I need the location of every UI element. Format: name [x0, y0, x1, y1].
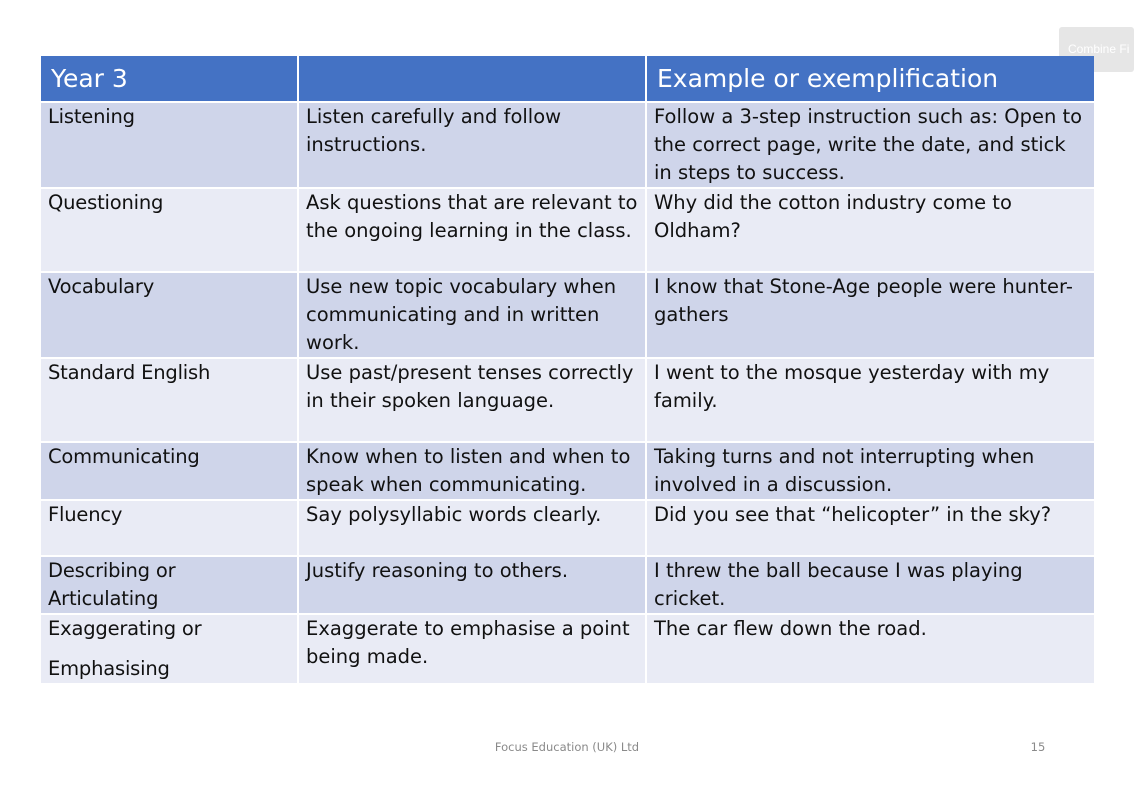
- table-header-row: [41, 56, 1094, 101]
- footer-company: Focus Education (UK) Ltd: [494, 740, 640, 754]
- table-row: [41, 557, 1094, 613]
- skill-cell: Know when to listen and when to speak when communicating.: [299, 443, 645, 499]
- table-row: [41, 189, 1094, 271]
- table-row: [41, 615, 1094, 683]
- skill-cell: Listen carefully and follow instructions.: [299, 103, 645, 187]
- header-example: Example or exemplification: [647, 56, 1094, 101]
- table-row: [41, 501, 1094, 555]
- example-cell: I went to the mosque yesterday with my family.: [647, 359, 1094, 441]
- page-number: 15: [1030, 740, 1046, 754]
- skill-cell: Use new topic vocabulary when communicating and in written work.: [299, 273, 645, 357]
- aspect-cell: [41, 615, 297, 683]
- example-cell: I threw the ball because I was playing cricket.: [647, 557, 1094, 613]
- example-cell: Taking turns and not interrupting when involved in a discussion.: [647, 443, 1094, 499]
- aspect-cell: Standard English: [41, 359, 297, 441]
- aspect-line-1: Exaggerating or: [48, 617, 202, 640]
- example-cell: Follow a 3-step instruction such as: Open to the correct page, write the date, and stick in steps to success.: [647, 103, 1094, 187]
- skill-cell: Use past/present tenses correctly in their spoken language.: [299, 359, 645, 441]
- example-cell: Why did the cotton industry come to Oldham?: [647, 189, 1094, 271]
- header-year: Year 3: [41, 56, 297, 101]
- example-cell: I know that Stone-Age people were hunter-gathers: [647, 273, 1094, 357]
- aspect-cell: Fluency: [41, 501, 297, 555]
- aspect-cell: Communicating: [41, 443, 297, 499]
- aspect-cell: Listening: [41, 103, 297, 187]
- aspect-cell: Questioning: [41, 189, 297, 271]
- skill-cell: Exaggerate to emphasise a point being made.: [299, 615, 645, 683]
- skill-cell: Justify reasoning to others.: [299, 557, 645, 613]
- aspect-cell: Vocabulary: [41, 273, 297, 357]
- example-cell: The car flew down the road.: [647, 615, 1094, 683]
- header-skill: [299, 56, 645, 101]
- skill-cell: Ask questions that are relevant to the ongoing learning in the class.: [299, 189, 645, 271]
- example-cell: Did you see that “helicopter” in the sky?: [647, 501, 1094, 555]
- table-row: [41, 359, 1094, 441]
- table-row: [41, 103, 1094, 187]
- skill-cell: Say polysyllabic words clearly.: [299, 501, 645, 555]
- aspect-line-2: Emphasising: [48, 657, 170, 680]
- aspect-cell: Describing or Articulating: [41, 557, 297, 613]
- table-row: [41, 273, 1094, 357]
- year3-speaking-listening-table: [39, 54, 1096, 685]
- combine-files-button[interactable]: Combine Fi: [1059, 27, 1134, 72]
- table-row: [41, 443, 1094, 499]
